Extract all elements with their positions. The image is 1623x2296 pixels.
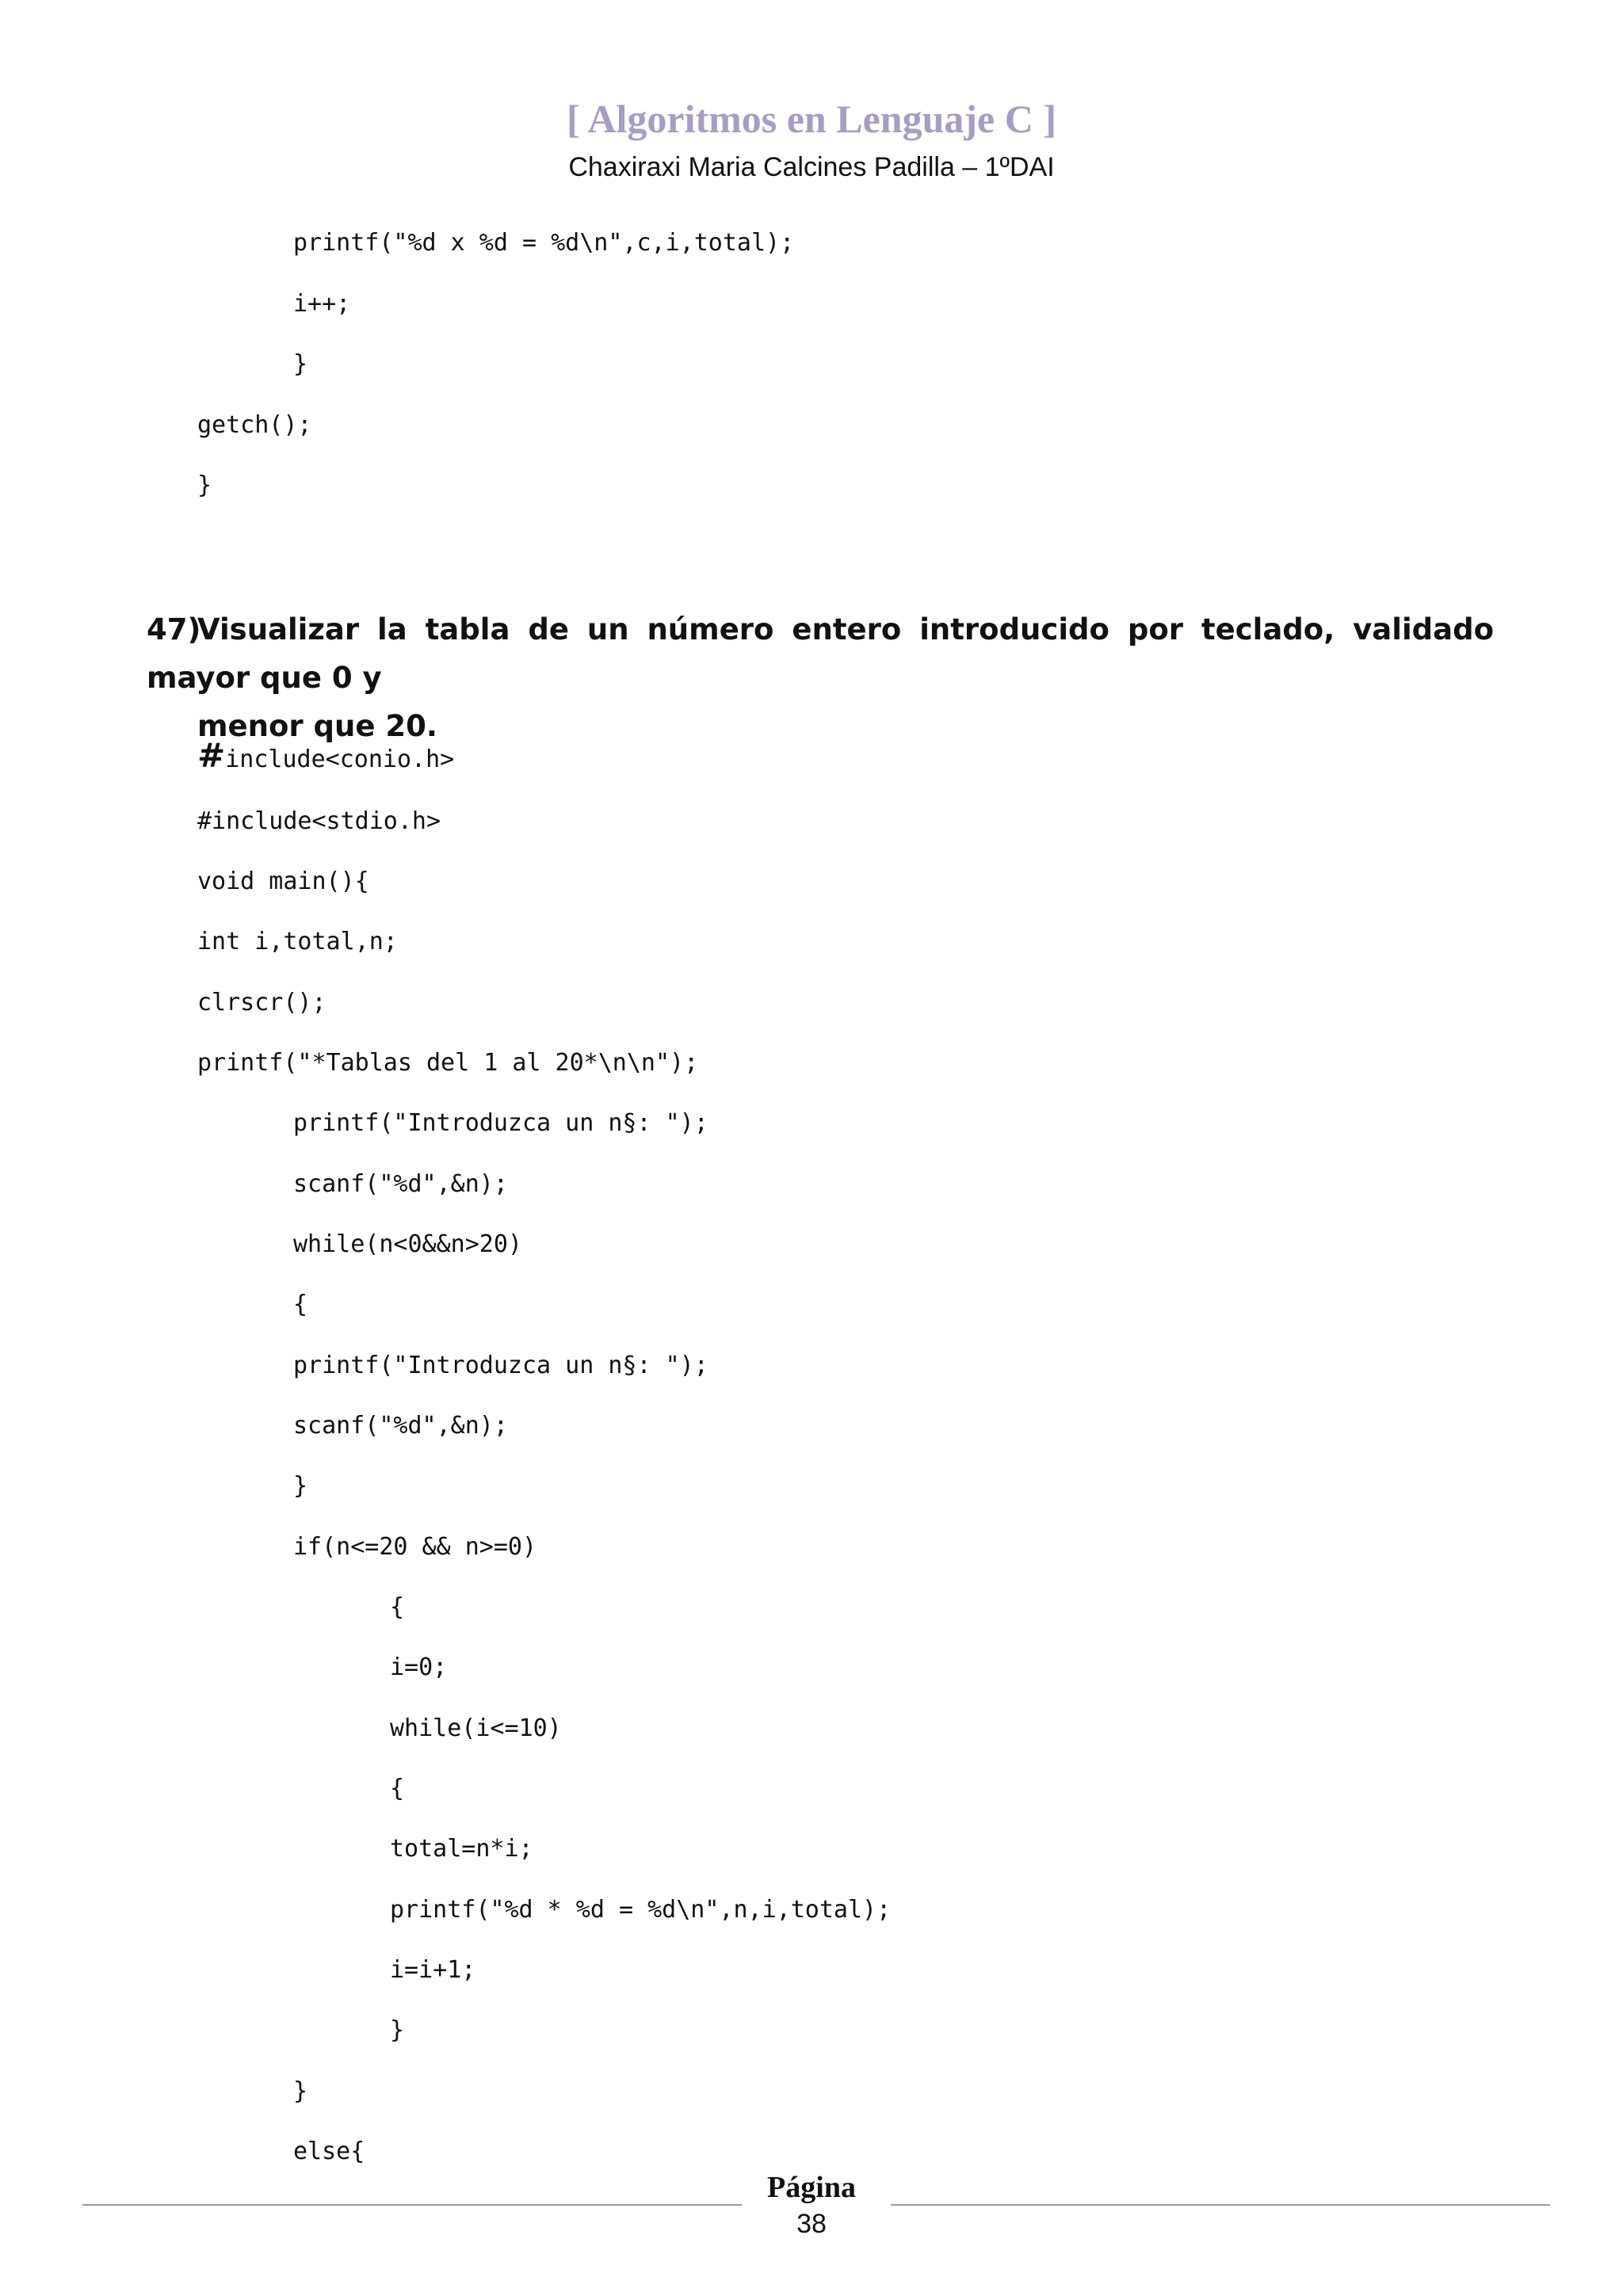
code-line: {: [293, 1291, 308, 1318]
code-line: int i,total,n;: [197, 928, 398, 955]
document-header-author: Chaxiraxi Maria Calcines Padilla – 1ºDAI: [568, 152, 1055, 182]
exercise-text-line-1: Visualizar la tabla de un número entero introducido por teclado, validado mayor que 0 y: [147, 612, 1494, 695]
code-line-include-conio: [197, 736, 455, 776]
code-line: getch();: [197, 411, 312, 439]
exercise-number: 47): [147, 612, 201, 646]
code-line: clrscr();: [197, 989, 327, 1016]
code-line: {: [390, 1593, 405, 1621]
code-line: scanf("%d",&n);: [293, 1170, 508, 1198]
code-line: i=i+1;: [390, 1956, 476, 1984]
exercise-text-line-2: menor que 20.: [197, 709, 437, 743]
footer-page-number: 38: [796, 2209, 827, 2239]
code-line: {: [390, 1775, 405, 1802]
exercise-heading: [147, 605, 1494, 750]
code-line: if(n<=20 && n>=0): [293, 1533, 537, 1561]
include-hash: #: [197, 736, 226, 775]
code-line: printf("%d x %d = %d\n",c,i,total);: [293, 229, 795, 257]
code-line: }: [293, 2077, 308, 2105]
code-line: printf("Introduzca un n§: ");: [293, 1109, 708, 1137]
code-line: total=n*i;: [390, 1835, 533, 1863]
document-header-title: [ Algoritmos en Lenguaje C ]: [567, 97, 1056, 141]
code-line: printf("%d * %d = %d\n",n,i,total);: [390, 1896, 892, 1924]
code-line: #include<stdio.h>: [197, 807, 441, 835]
code-line: i=0;: [390, 1653, 448, 1681]
code-line: }: [293, 350, 308, 378]
code-line: else{: [293, 2138, 365, 2165]
code-line: void main(){: [197, 868, 369, 895]
code-line: }: [390, 2016, 405, 2044]
code-line: }: [293, 1472, 308, 1500]
code-line: while(i<=10): [390, 1714, 562, 1742]
include-rest: include<conio.h>: [225, 746, 455, 773]
footer-page-label: Página: [767, 2171, 856, 2204]
code-line: while(n<0&&n>20): [293, 1230, 522, 1258]
code-line: scanf("%d",&n);: [293, 1412, 508, 1440]
code-line: i++;: [293, 290, 351, 318]
code-line: printf("*Tablas del 1 al 20*\n\n");: [197, 1049, 699, 1077]
code-line: printf("Introduzca un n§: ");: [293, 1352, 708, 1379]
code-line: }: [197, 471, 212, 499]
